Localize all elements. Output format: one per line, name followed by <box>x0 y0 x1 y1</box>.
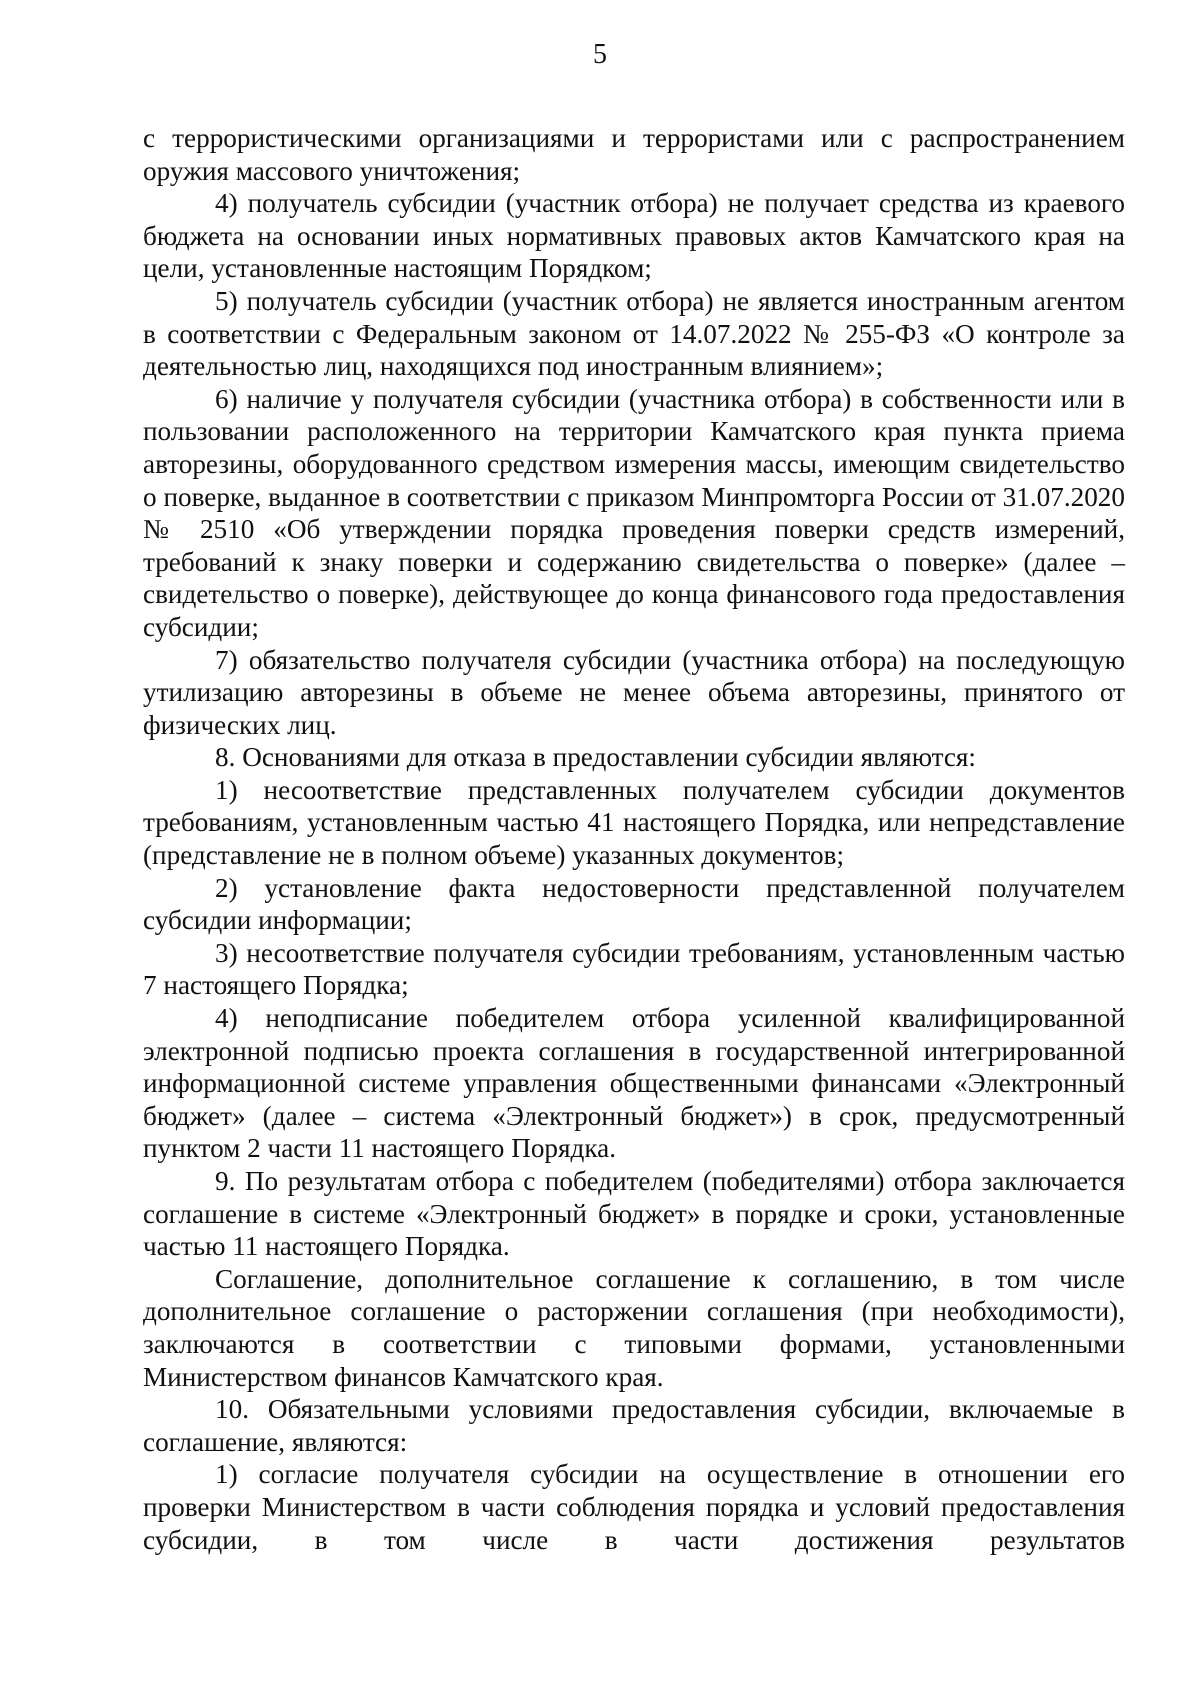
paragraph: 1) несоответствие представленных получателем субсидии документов требованиям, установленным частью 41 настоящего Порядка, или непредставление (представление не в полном объеме) указанных документов; <box>143 774 1125 871</box>
paragraph: 3) несоответствие получателя субсидии требованиям, установленным частью 7 настоящего Порядка; <box>143 937 1125 1001</box>
paragraph: 10. Обязательными условиями предоставления субсидии, включаемые в соглашение, являются: <box>143 1394 1125 1457</box>
document-body <box>143 122 1125 1556</box>
paragraph: 9. По результатам отбора с победителем (победителями) отбора заключается соглашение в системе «Электронный бюджет» в порядке и сроки, установленные частью 11 настоящего Порядка. <box>143 1166 1125 1262</box>
paragraph: 5) получатель субсидии (участник отбора) не является иностранным агентом в соответствии с Федеральным законом от 14.07.2022 № 255-ФЗ «О контроле за деятельностью лиц, находящихся под иностранным влиянием»; <box>143 285 1125 382</box>
paragraph: 8. Основаниями для отказа в предоставлении субсидии являются: <box>215 742 976 773</box>
paragraph: 2) установление факта недостоверности представленной получателем субсидии информации; <box>143 872 1125 936</box>
paragraph: 1) согласие получателя субсидии на осуществление в отношении его проверки Министерством в части соблюдения порядка и условий предоставления субсидии, в том числе в части достижения результатов <box>143 1459 1125 1555</box>
paragraph: 6) наличие у получателя субсидии (участника отбора) в собственности или в пользовании расположенного на территории Камчатского края пункта приема авторезины, оборудованного средством измерения массы, имеющим свидетельство о поверке, выданное в соответствии с приказом Минпромторга России от 31.07.2020 № 2510 «Об утверждении порядка проведения поверки средств измерений, требований к знаку поверки и содержанию свидетельства о поверке» (далее – свидетельство о поверке), действующее до конца финансового года предоставления субсидии; <box>143 383 1125 642</box>
paragraph: Соглашение, дополнительное соглашение к соглашению, в том числе дополнительное соглашение о расторжении соглашения (при необходимости), заключаются в соответствии с типовыми формами, установленными Министерством финансов Камчатского края. <box>143 1263 1125 1392</box>
paragraph: 7) обязательство получателя субсидии (участника отбора) на последующую утилизацию авторезины в объеме не менее объема авторезины, принятого от физических лиц. <box>143 644 1125 740</box>
page-number: 5 <box>593 39 607 70</box>
paragraph: 4) получатель субсидии (участник отбора) не получает средства из краевого бюджета на основании иных нормативных правовых актов Камчатского края на цели, установленные настоящим Порядком; <box>143 188 1125 284</box>
paragraph: с террористическими организациями и террористами или с распространением оружия массового уничтожения; <box>143 123 1125 186</box>
paragraph: 4) неподписание победителем отбора усиленной квалифицированной электронной подписью проекта соглашения в государственной интегрированной информационной системе управления общественными финансами «Электронный бюджет» (далее – система «Электронный бюджет») в срок, предусмотренный пунктом 2 части 11 настоящего Порядка. <box>143 1003 1125 1164</box>
